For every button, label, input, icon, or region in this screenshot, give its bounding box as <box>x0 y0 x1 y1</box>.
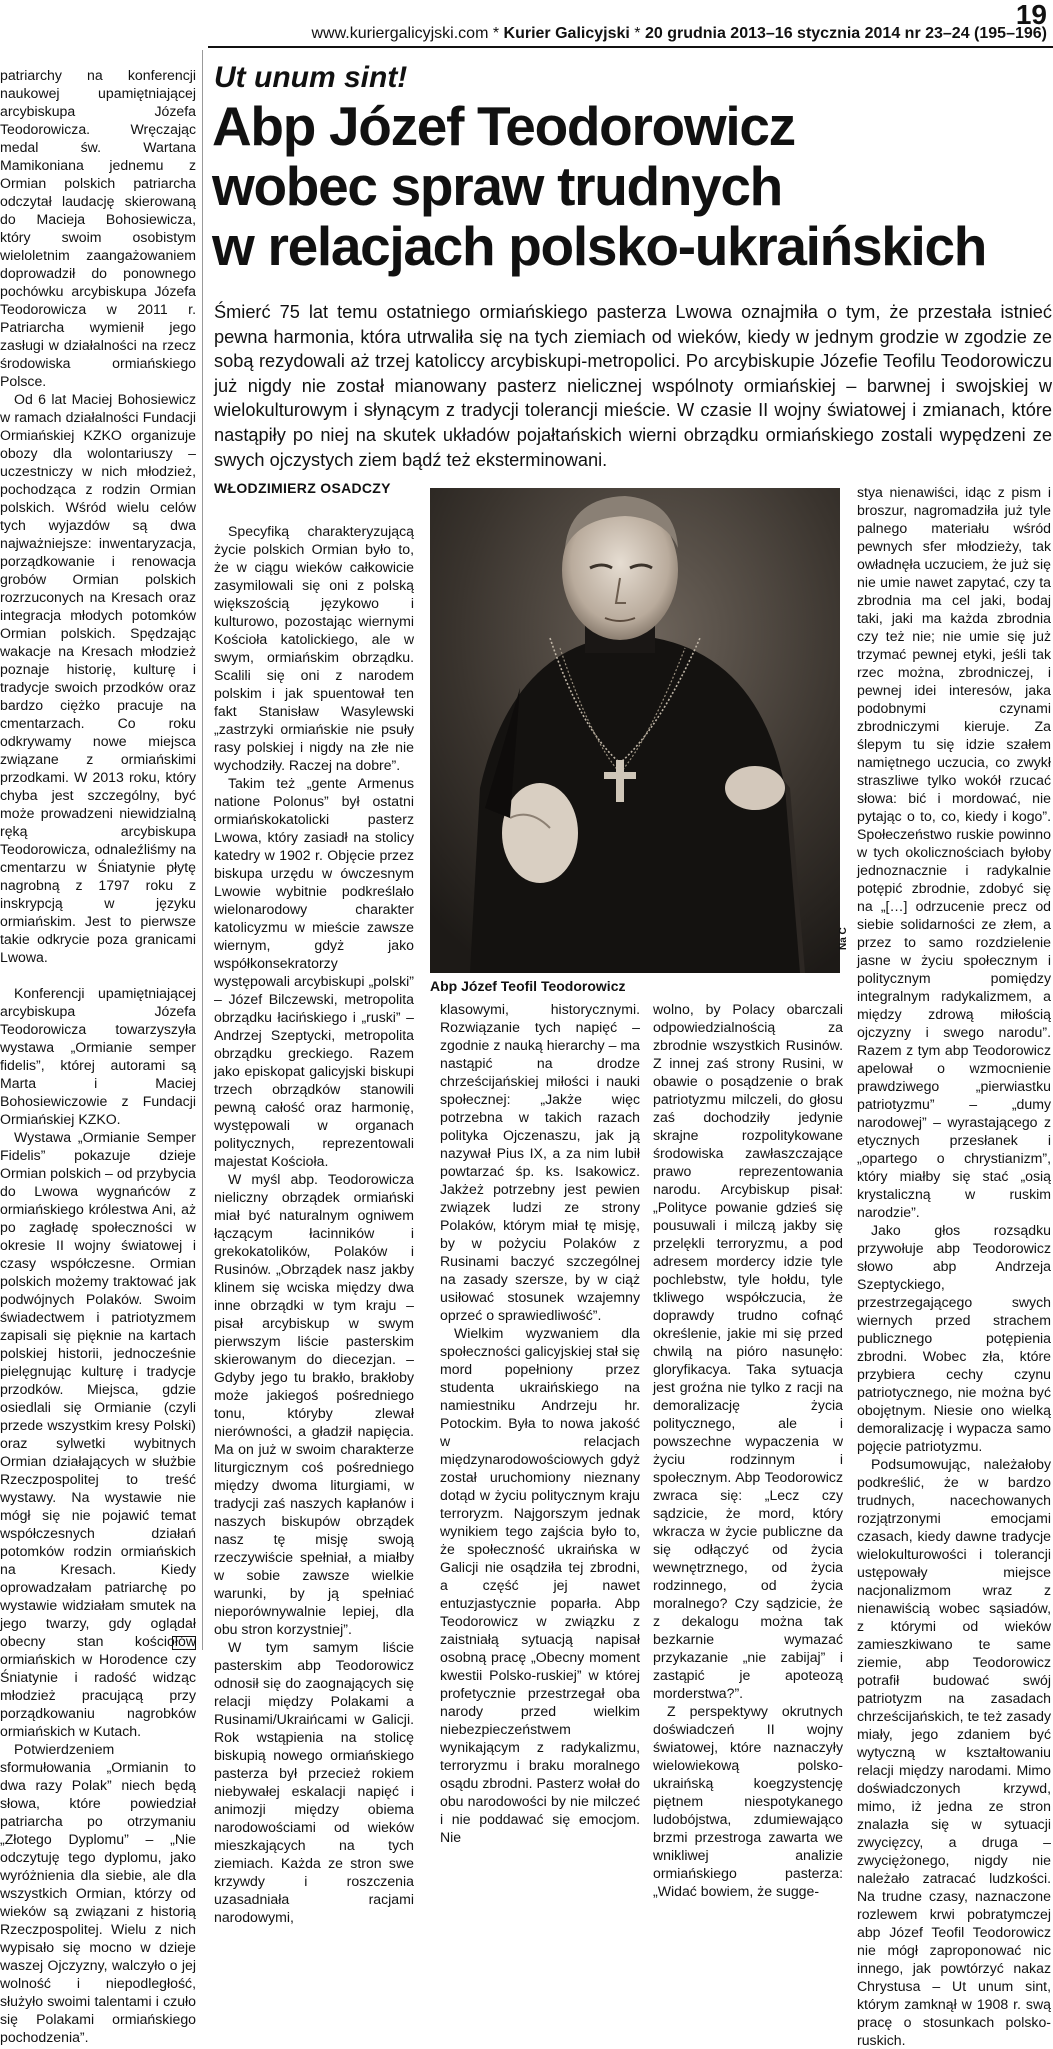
paragraph: Podsumowując, należałoby podkreślić, że w bardzo trudnych, nacechowanych rozjątrzonymi emocjami czasach, kiedy dawne tradycje wielokulturowości i tolerancji ustępowały miejsce nacjonalizmom wraz z nienawiścią wobec sąsiadów, z którymi od wieków zamieszkiwano te same ziemie, abp Teodorowicz potrafił budować swój patriotyzm na zasadach chrześcijańskich, te też zasady miały, jego zdaniem być wytyczną w kształtowaniu relacji między narodami. Mimo doświadczonych krzywd, mimo, iż jedna ze stron znalazła się w sytuacji zwycięzcy, a druga – zwyciężonego, nigdy nie należało zatracać ludzkości. Na trudne czasy, naznaczone rozlewem krwi pobratymczej abp Józef Teofil Teodorowicz nie mógł zaproponować nic innego, jak powtórzyć nakaz Chrystusa – Ut unum sint, którym zamknął w 1908 r. swą pracę o stosunkach polsko-ruskich. <box>857 1456 1051 2048</box>
paragraph: W tym samym liście pasterskim abp Teodorowicz odnosił się do zaognających się relacji między Polakami a Rusinami/Ukraińcami w Galicji. Rok wstąpienia na stolicę biskupią nowego ormiańskiego pasterza był przecież rokiem niebywałej eskalacji napięć i animozji między obiema narodowościami od wieków mieszkających na tych ziemiach. Każda ze stron swe krzywdy i roszczenia uzasadniała racjami narodowymi, <box>214 1639 414 1925</box>
paragraph: Jako głos rozsądku przywołuje abp Teodorowicz słowo abp Andrzeja Szeptyckiego, przestrzegającego swych wiernych przed strachem publicznego potępienia zbrodni. Wobec zła, które przybiera cechy czynu patriotycznego, nie można być obojętnym. Niesie ono wielką demoralizację i wypacza samo pojęcie patriotyzmu. <box>857 1222 1051 1454</box>
article-kicker: Ut unum sint! <box>214 61 408 94</box>
title-line: Abp Józef Teodorowicz <box>212 95 795 157</box>
paragraph: Potwierdzeniem sformułowania „Ormianin to dwa razy Polak” niech będą słowa, które powiedział patriarcha po otrzymaniu „Złotego Dyplomu” – „Nie odczytuję tego dyplomu, jako wyróżnienia dla siebie, ale dla wszystkich Ormian, którzy od wieków są związani z historią Rzeczpospolitej. Wielu z nich wypisało się mocno w dzieje waszej Ojczyzny, walczyło o jej wolność i niepodległość, służyło swoimi talentami i czuło się Polakami ormiańskiego pochodzenia”. <box>0 1741 196 2045</box>
site-url[interactable]: www.kuriergalicyjski.com <box>311 25 489 42</box>
sidebar-column <box>0 66 196 2046</box>
paragraph: Wielkim wyzwaniem dla społeczności galicyjskiej stał się mord popełniony przez studenta ukraińskiego na namiestniku Andrzeju hr. Potockim. Była to nowa jakość w relacjach międzynarodowościowych gdyż został uruchomiony nieznany dotąd w życiu politycznym kraju terroryzm. Najgorszym jednak wynikiem tego zajścia było to, że społeczność ukraińska w Galicji nie osądziła tej zbrodni, a część jej nawet entuzjastycznie poparła. Abp Teodorowicz w związku z zaistniałą sytuacją napisał osobną pracę „Obecny moment kwestii Polsko-ruskiej” w której profetycznie przestrzegał oba narody przed wielkim niebezpieczeństwem wynikającym z radykalizmu, terroryzmu i braku moralnego osądu zbrodni. Pasterz wołał do obu narodowości by nie milczeć i nie poddawać się emocjom. Nie <box>440 1325 640 1845</box>
issue-info: 20 grudnia 2013–16 stycznia 2014 nr 23–24 (195–196) <box>644 25 1047 42</box>
article-column-4 <box>857 483 1051 2049</box>
paper-name: Kurier Galicyjski <box>503 25 630 42</box>
end-mark <box>172 1636 196 1650</box>
article-column-1 <box>214 522 414 1926</box>
paragraph: W myśl abp. Teodorowicza nieliczny obrządek ormiański miał być naturalnym ogniwem łączącym łacinników i grekokatolików, Polaków i Rusinów. „Obrządek nasz jakby klinem się wciska między dwa inne obrządki w tym kraju – pisał arcybiskup w swym pierwszym liście pasterskim skierowanym do diecezjan. – Gdyby jego tu brakło, brakłoby może jakiegoś pośredniego tonu, któryby zlewał nierówności, a gładził napięcia. Ma on już w swoim charakterze liturgicznym coś pośredniego między dwoma liturgiami, w tradycji zaś naszych kapłanów i naszych biskupów obrządek nasz tę misję swoją rzeczywiście spełniał, a miałby w sobie zawsze wielkie warunki, by ją spełniać nieporównywalnie lepiej, dla obu stron korzystniej”. <box>214 1171 414 1637</box>
author-byline: WŁODZIMIERZ OSADCZY <box>214 480 391 496</box>
portrait-illustration <box>430 488 840 973</box>
header-rule <box>208 46 1053 48</box>
portrait-photo <box>430 488 840 973</box>
column-divider <box>202 50 203 1650</box>
paragraph: Takim też „gente Armenus natione Polonus” był ostatni ormiańskokatolicki pasterz Lwowa, który zasiadł na stolicy katedry w 1902 r. Objęcie przez biskupa urzędu w ówczesnym Lwowie wybitnie podkreślało wielonarodowy charakter katolicyzmu w mieście zawsze wiernym, gdyż jako współkonsekratorzy występowali arcybiskupi „polski” – Józef Bilczewski, metropolita obrządku łacińskiego i „ruski” – Andrzej Szeptycki, metropolita obrządku greckiego. Razem jako episkopat galicyjski biskupi trzech obrządków stanowili pewną całość oraz harmonię, występowali w organach politycznych, reprezentowali majestat Kościoła. <box>214 775 414 1169</box>
page-number: 19 <box>1015 0 1047 30</box>
page-header <box>0 0 1053 48</box>
paragraph: stya nienawiści, idąc z pism i broszur, nagromadziła już tyle palnego materiału wśród pewnych sfer młodzieży, tak owładnęła uczuciem, że już się nie umie nawet zapytać, czy ta zbrodnia ma cel jaki, bodaj taki, jaki ma każda zbrodnia czy też nie; nie umie się już trzymać pewnej etyki, jeśli tak rzec można, zbrodniczej, i pewnej idei interesów, jaka podobnymi czynami zbrodniczymi kieruje. Za ślepym tu się idzie szałem namiętnego uczucia, co zwykł straszliwe tylko wokół rzucać słowa: bić i mordować, nie pytając o to, co, kiedy i kogo”. Społeczeństwo ruskie powinno w tych okolicznościach byłoby jednoznacznie i radykalnie potępić zbrodnie, zdobyć się na „[…] odrzucenie precz od siebie solidarności ze złem, a przez to samo rozdzielenie jasne w życiu społecznym i politycznym pomiędzy integralnym radykalizmem, a między zdrową miłością ojczyzny i swego narodu”. Razem z tym abp Teodorowicz apelował o wzmocnienie prawdziwego „pierwiastku patriotyzmu” – „dumy narodowej” – wyrastającego z etycznych przesłanek i „opartego o chrystianizm”, który miałby się stać „osią krystaliczną w ruskim narodzie”. <box>857 484 1051 1220</box>
photo-credit: Na C <box>838 927 849 950</box>
photo-caption: Abp Józef Teofil Teodorowicz <box>430 978 626 994</box>
article-title <box>212 96 1052 276</box>
paragraph: klasowymi, historycznymi. Rozwiązanie tych napięć – zgodnie z nauką hierarchy – ma nastąpić na drodze chrześcijańskiej miłości i nauki społecznej: „Jakże więc potrzebna w takich razach polityka Ojczenaszu, jak ją nazywał Pius IX, a za nim lubił powtarzać śp. ks. Isakowicz. Jakżeż potrzebny jest pewien związek ludzi ze strony Polaków, którym miał tę misję, by w pożyciu Polaków z Rusinami baczyć szczególnej na zasady szersze, by w ciąż usiłować stosunek wzajemny oprzeć o sprawiedliwość”. <box>440 1001 640 1323</box>
paragraph: wolno, by Polacy obarczali odpowiedzialnością za zbrodnie wszystkich Rusinów. Z innej zaś strony Rusini, w obawie o posądzenie o brak patriotyzmu milczeli, do głosu zaś dochodziły jedynie skrajne rozpolitykowane środowiska zawłaszczające prawo reprezentowania narodu. Arcybiskup pisał: „Polityce powanie gdzieś się pousuwali i milczą jakby się przelękli terroryzmu, a pod adresem mordercy idzie tyle pochlebstw, tyle hołdu, tyle tkliwego współczucia, że doprawdy trudno cofnąć określenie, jakie mi się przed chwilą na pióro nasunęło: gloryfikacya. Taka sytuacja jest groźna nie tylko z racji na demoralizację życia politycznego, ale i powszechne wypaczenia w życiu rodzinnym i społecznym. Abp Teodorowicz zwraca się: „Lecz czy sądzicie, że mord, który wkracza w życie publiczne da się odłączyć od życia wewnętrznego, od życia rodzinnego, od życia moralnego? Czy sądzicie, że z dekalogu można tak bezkarnie wymazać przykazanie „nie zabijaj” i zastąpić je apoteozą morderstwa?”. <box>653 1001 843 1701</box>
paragraph: Specyfiką charakteryzującą życie polskich Ormian było to, że w ciągu wieków całkowicie zasymilowali się oni z polską większością językowo i kulturowo, pozostając wiernymi Kościoła katolickiego, ale w swym, ormiańskim obrządku. Scalili się oni z narodem polskim i jak spuentował ten fakt Stanisław Wasylewski „zastrzyki ormiańskie nie psuły rasy polskiej i nigdy na złe nie wychodziły. Raczej na dobre”. <box>214 523 414 773</box>
header-line: www.kuriergalicyjski.com * Kurier Galicyjski * 20 grudnia 2013–16 stycznia 2014 nr 23–24 (195–196) <box>311 25 1047 42</box>
paragraph: Z perspektywy okrutnych doświadczeń II wojny światowej, które naznaczyły wielowiekową polsko-ukraińską koegzystencję piętnem niespotykanego ludobójstwa, zdumiewająco brzmi przestroga zawarta we wnikliwej analizie ormiańskiego pasterza: „Widać bowiem, że sugge- <box>653 1703 843 1899</box>
paragraph: Wystawa „Ormianie Semper Fidelis” pokazuje dzieje Ormian polskich – od przybycia do Lwowa wygnańców z ormiańskiego królestwa Ani, aż po zagładę społeczności w okresie II wojny światowej i czasy współczesne. Ormian polskich możemy traktować jak podwójnych Polaków. Swoim świadectwem i patriotyzmem zapisali się pięknie na kartach polskiej historii, jednocześnie pielęgnując kulturę i tradycje przodków. Miejsca, gdzie osiedlali się Ormianie (czyli przede wszystkim kresy Polski) oraz sylwetki wybitnych Ormian działających w służbie Rzeczpospolitej to treść wystawy. Na wystawie nie mógł się nie pojawić temat współczesnych działań potomków rodzin ormiańskich na Kresach. Kiedy oprowadzałam patriarchę po wystawie widziałam smutek na jego twarzy, gdy oglądał obecny stan kościołów ormiańskich w Horodence czy Śniatynie i radość widząc młodzież pracującą przy porządkowaniu nagrobków ormiańskich w Kutach. <box>0 1129 196 1739</box>
paragraph: Konferencji upamiętniającej arcybiskupa Józefa Teodorowicza towarzyszyła wystawa „Ormianie semper fidelis”, której autorami są Marta i Maciej Bohosiewiczowie z Fundacji Ormiańskiej KZKO. <box>0 985 196 1127</box>
article-column-3 <box>653 1000 843 1900</box>
article-lead: Śmierć 75 lat temu ostatniego ormiańskiego pasterza Lwowa oznajmiła o tym, że przestała istnieć pewna harmonia, która utrwaliła się na tych ziemiach od wieków, kiedy w jednym grodzie w zgodzie ze sobą rezydowali aż trzej katoliccy arcybiskupi-metropolici. Po arcybiskupie Józefie Teofilu Teodorowiczu już nigdy nie został mianowany pasterz nielicznej wspólnoty ormiańskiej – barwnej i swojskiej w wielokulturowym i słynącym z tradycji tolerancji mieście. W czasie II wojny światowej i zmianach, które nastąpiły po niej na skutek układów pojałtańskich wierni obrządku ormiańskiego zostali wypędzeni ze swych ojczystych ziem bądź też eksterminowani. <box>214 302 1052 470</box>
title-line: w relacjach polsko-ukraińskich <box>212 215 987 277</box>
article-column-2 <box>440 1000 640 1846</box>
paragraph: patriarchy na konferencji naukowej upamiętniającej arcybiskupa Józefa Teodorowicza. Wręczając medal św. Wartana Mamikoniana jednemu z Ormian polskich patriarcha odczytał laudację skierowaną do Macieja Bohosiewicza, który swoim osobistym wieloletnim zaangażowaniem doprowadził do ponownego pochówku arcybiskupa Józefa Teodorowicza w 2011 r. Patriarcha wymienił jego zasługi w działalności na rzecz środowiska ormiańskiego Polsce. <box>0 67 196 389</box>
title-line: wobec spraw trudnych <box>212 155 782 217</box>
paragraph: Od 6 lat Maciej Bohosiewicz w ramach działalności Fundacji Ormiańskiej KZKO organizuje obozy dla wolontariuszy – uczestniczy w nich młodzież, pochodząca z rodzin Ormian polskich. Wśród wielu celów tych wyjazdów są dwa najważniejsze: inwentaryzacja, porządkowanie i renowacja grobów Ormian polskich rozrzuconych na Kresach oraz integracja młodych potomków Ormian polskich. Spędzając wakacje na Kresach młodzież poznaje historię, kulturę i tradycje swoich przodków oraz bardzo ciężko pracuje na cmentarzach. Co roku odkrywamy nowe miejsca związane z ormiańskimi przodkami. W 2013 roku, który chyba jest szczególny, być może prowadzeni niewidzialną ręką arcybiskupa Teodorowicza, odnaleźliśmy na cmentarzu w Śniatynie płytę nagrobną z 1797 roku z inskrypcją w języku ormiańskim. Jest to pierwsze takie odkrycie poza granicami Lwowa. <box>0 391 196 965</box>
